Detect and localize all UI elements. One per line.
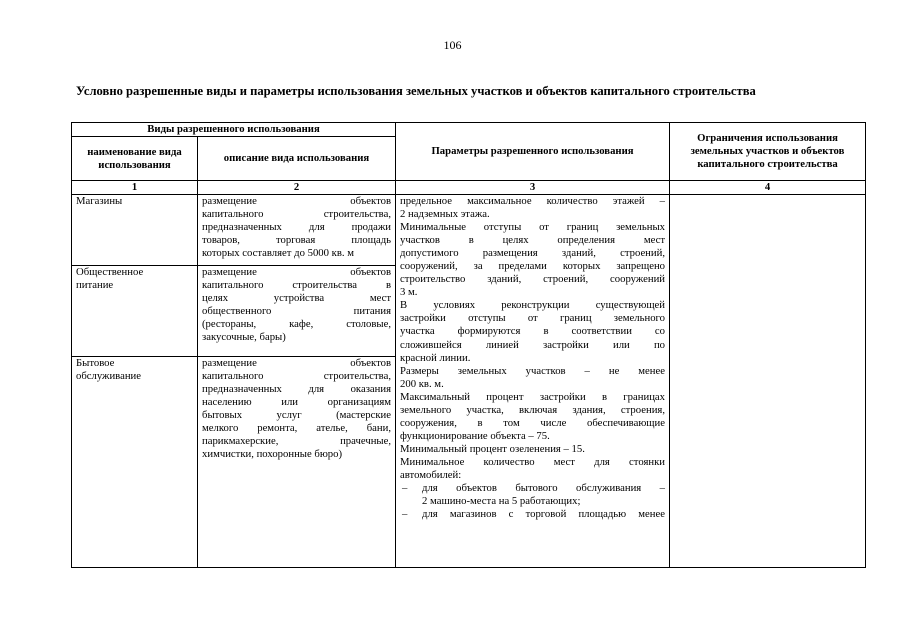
header-params: Параметры разрешенного использования — [396, 123, 670, 181]
restrictions-cell — [670, 195, 866, 568]
land-use-table — [71, 122, 866, 568]
row-name: Общественное питание — [72, 266, 198, 357]
header-description: описание вида использования — [198, 137, 396, 181]
row-description: размещение объектов капитального строительства, предназначенных для оказания населению или организациям бытовых услуг (мастерские мелкого ремонта, ателье, бани, парикмахерские, прачечные, химчистки, похоронные бюро) — [198, 357, 396, 568]
column-number-2: 2 — [198, 181, 396, 195]
params-cell: предельное максимальное количество этажей – 2 надземных этажа. Минимальные отступы от границ земельных участков в целях определения мест допустимого размещения зданий, строений, сооружений, за пределами которых запрещено строительство зданий, строений, сооружений 3 м. В условиях реконструкции существующей застройки отступы от границ земельного участка формируются в соответствии со сложившейся линией застройки или по красной линии. Размеры земельных участков – не менее 200 кв. м. Максимальный процент застройки в границах земельного участка, включая здания, строения, сооружения, в том числе обеспечивающие функционирование объекта – 75. Минимальный процент озеленения – 15. Минимальное количество мест для стоянки автомобилей: – для объектов бытового обслуживания – 2 машино-места на 5 работающих; – для магазинов с торговой площадью менее — [396, 195, 670, 568]
page-number: 106 — [443, 38, 462, 52]
params-list-item: – для магазинов с торговой площадью менее — [402, 508, 666, 521]
row-description: размещение объектов капитального строительства, предназначенных для продажи товаров, торговая площадь которых составляет до 5000 кв. м — [198, 195, 396, 266]
row-description: размещение объектов капитального строительства в целях устройства мест общественного питания (рестораны, кафе, столовые, закусочные, бары) — [198, 266, 396, 357]
document-title: Условно разрешенные виды и параметры использования земельных участков и объектов капитального строительства — [76, 84, 756, 98]
column-number-4: 4 — [670, 181, 866, 195]
column-number-1: 1 — [72, 181, 198, 195]
params-list-item: – для объектов бытового обслуживания – 2 машино-места на 5 работающих; — [402, 482, 666, 508]
row-name: Бытовое обслуживание — [72, 357, 198, 568]
header-name: наименование вида использования — [72, 137, 198, 181]
header-group-label: Виды разрешенного использования — [72, 123, 396, 137]
table-row — [72, 195, 866, 266]
column-number-3: 3 — [396, 181, 670, 195]
header-restrictions: Ограничения использования земельных участков и объектов капитального строительства — [670, 123, 866, 181]
row-name: Магазины — [72, 195, 198, 266]
